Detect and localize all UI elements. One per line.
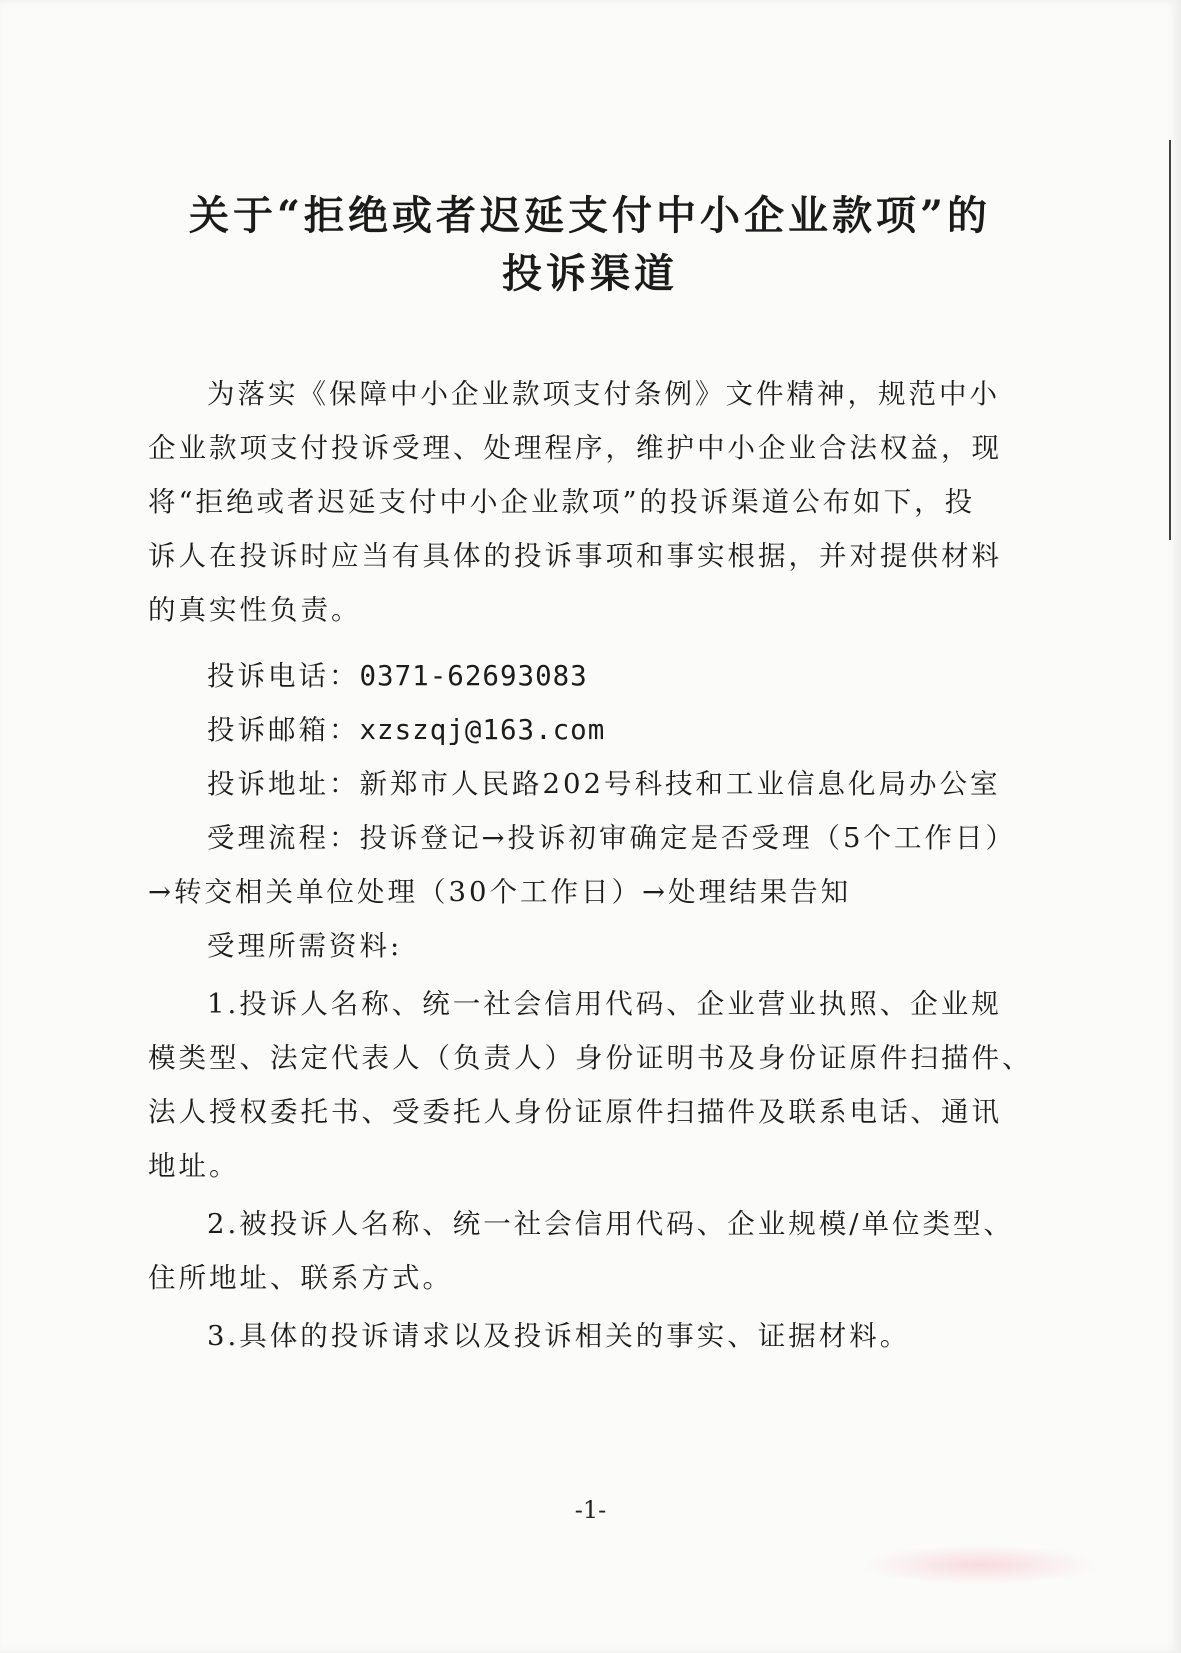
page-number: -1- <box>574 1496 607 1524</box>
email-label: 投诉邮箱： <box>207 714 360 746</box>
email-value: xzszqj@163.com <box>359 714 606 746</box>
material-3-line-1: 3.具体的投诉请求以及投诉相关的事实、证据材料。 <box>207 1320 911 1352</box>
material-1-line-1: 1.投诉人名称、统一社会信用代码、企业营业执照、企业规 <box>207 988 1002 1020</box>
process-line-1 <box>207 822 1016 855</box>
address-label: 投诉地址： <box>207 768 360 800</box>
complaint-email <box>207 714 605 747</box>
intro-line-5: 的真实性负责。 <box>148 594 362 626</box>
process-steps-1: 投诉登记→投诉初审确定是否受理（5个工作日） <box>359 822 1017 854</box>
phone-value: 0371-62693083 <box>359 660 588 692</box>
process-label: 受理流程： <box>207 822 360 854</box>
process-line-2: →转交相关单位处理（30个工作日）→处理结果告知 <box>148 876 852 908</box>
stamp-smudge <box>860 1545 1100 1585</box>
material-2-line-1: 2.被投诉人名称、统一社会信用代码、企业规模/单位类型、 <box>207 1208 1015 1240</box>
address-value: 新郑市人民路202号科技和工业信息化局办公室 <box>359 768 1001 800</box>
intro-line-3: 将“拒绝或者迟延支付中小企业款项”的投诉渠道公布如下，投 <box>148 486 976 518</box>
complaint-phone <box>207 660 588 693</box>
phone-label: 投诉电话： <box>207 660 360 692</box>
document-title-line-2: 投诉渠道 <box>502 250 678 297</box>
intro-line-4: 诉人在投诉时应当有具体的投诉事项和事实根据，并对提供材料 <box>148 540 1002 572</box>
complaint-address <box>207 768 1001 801</box>
material-1-line-3: 法人授权委托书、受委托人身份证原件扫描件及联系电话、通讯 <box>148 1096 1002 1128</box>
material-1-line-4: 地址。 <box>148 1150 240 1182</box>
intro-line-2: 企业款项支付投诉受理、处理程序，维护中小企业合法权益，现 <box>148 432 1002 464</box>
material-2-line-2: 住所地址、联系方式。 <box>148 1262 453 1294</box>
material-1-line-2: 模类型、法定代表人（负责人）身份证明书及身份证原件扫描件、 <box>148 1042 1033 1074</box>
intro-line-1: 为落实《保障中小企业款项支付条例》文件精神，规范中小 <box>207 378 1000 410</box>
document-title-line-1: 关于“拒绝或者迟延支付中小企业款项”的 <box>188 192 991 239</box>
materials-heading: 受理所需资料: <box>207 930 403 962</box>
page-edge-shadow <box>1169 140 1171 540</box>
